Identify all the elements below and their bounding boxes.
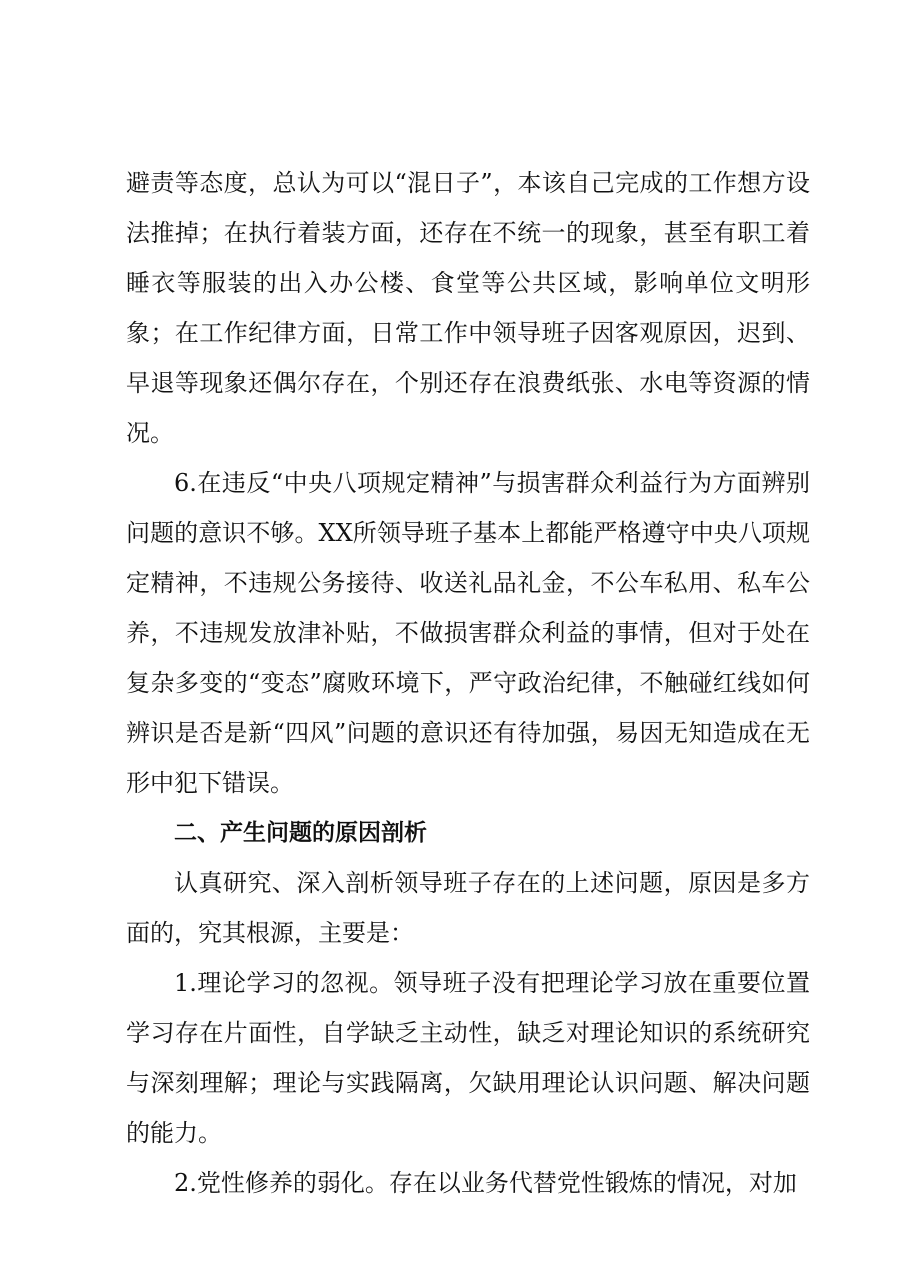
section-heading-2: 二、产生问题的原因剖析: [174, 820, 427, 846]
paragraph-item-6: 6.在违反“中央八项规定精神”与损害群众利益行为方面辨别问题的意识不够。XX所领导班子基本上都能严格遵守中央八项规定精神，不违规公务接待、收送礼品礼金，不公车私用、私车公养，不违规发放津补贴，不做损害群众利益的事情，但对于处在复杂多变的“变态”腐败环境下，严守政治纪律，不触碰红线如何辨识是否是新“四风”问题的意识还有待加强，易因无知造成在无形中犯下错误。: [126, 469, 810, 797]
document-body: [126, 158, 810, 1208]
paragraph-continuation: 避责等态度，总认为可以“混日子”，本该自己完成的工作想方设法推掉；在执行着装方面，还存在不统一的现象，甚至有职工着睡衣等服装的出入办公楼、食堂等公共区域，影响单位文明形象；在工作纪律方面，日常工作中领导班子因客观原因，迟到、早退等现象还偶尔存在，个别还存在浪费纸张、水电等资源的情况。: [126, 169, 810, 447]
paragraph-item-1: 1.理论学习的忽视。领导班子没有把理论学习放在重要位置学习存在片面性，自学缺乏主动性，缺乏对理论知识的系统研究与深刻理解；理论与实践隔离，欠缺用理论认识问题、解决问题的能力。: [126, 969, 810, 1147]
paragraph-intro: 认真研究、深入剖析领导班子存在的上述问题，原因是多方面的，究其根源，主要是：: [126, 869, 810, 947]
paragraph-item-2: 2.党性修养的弱化。存在以业务代替党性锻炼的情况，对加: [174, 1169, 797, 1197]
